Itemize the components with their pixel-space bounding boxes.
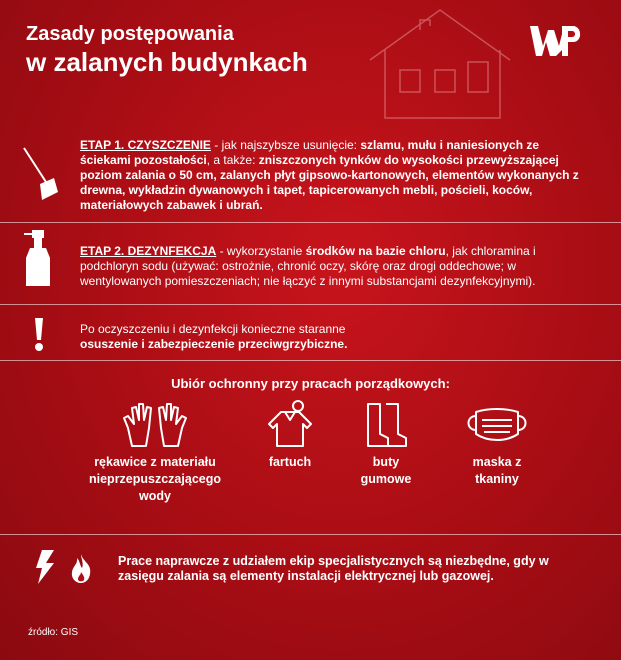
gear-heading: Ubiór ochronny przy pracach porządkowych:	[171, 376, 450, 391]
divider	[0, 222, 621, 223]
gear-item-apron	[250, 400, 330, 471]
wp-logo-icon	[528, 22, 584, 60]
warning-text: Prace naprawcze z udziałem ekip specjalistycznych są niezbędne, gdy w zasięgu zalania są elementy instalacji elektrycznej lub gazowej.	[118, 554, 549, 583]
gear-label: maska z tkaniny	[472, 455, 522, 486]
title-line-1: Zasady postępowania	[26, 23, 234, 45]
step1-text: ETAP 1. CZYSZCZENIE - jak najszybsze usunięcie: szlamu, mułu i naniesionych ze ściekami pozostałości, a także: zniszczonych tynków do wysokości przewyższającej poziom zalania o 50 cm, zalanych płyt gipsowo-kartonowych, elementów wykonanych z drewna, wykładzin dywanowych i tapet, tapicerowanych mebli, pościeli, koców, materiałowych zabawek i ubrań.	[80, 138, 579, 212]
title-line-2: w zalanych budynkach	[26, 47, 308, 77]
gloves-icon	[120, 400, 190, 448]
house-illustration	[360, 0, 520, 120]
mask-icon	[462, 400, 532, 448]
step2-label: ETAP 2. DEZYNFEKCJA	[80, 244, 217, 258]
lightning-icon	[34, 550, 56, 584]
boots-icon	[364, 400, 408, 448]
flame-icon	[68, 552, 94, 584]
divider	[0, 304, 621, 305]
note-text: Po oczyszczeniu i dezynfekcji konieczne staranne osuszenie i zabezpieczenie przeciwgrzybiczne.	[80, 322, 348, 351]
apron-icon	[265, 400, 315, 448]
broom-icon	[20, 144, 60, 204]
gear-item-gloves	[80, 400, 230, 505]
spray-bottle-icon	[22, 228, 52, 290]
divider	[0, 534, 621, 535]
page-title	[26, 22, 308, 78]
gear-label: fartuch	[268, 455, 312, 469]
gear-item-mask	[450, 400, 544, 488]
step1-label: ETAP 1. CZYSZCZENIE	[80, 138, 211, 152]
exclamation-icon	[32, 316, 46, 352]
gear-item-boots	[346, 400, 426, 488]
gear-label: buty gumowe	[360, 455, 412, 486]
divider	[0, 360, 621, 361]
gear-label: rękawice z materiału nieprzepuszczającego wody	[89, 455, 221, 503]
step2-text: ETAP 2. DEZYNFEKCJA - wykorzystanie środków na bazie chloru, jak chloramina i podchloryn sodu (używać: ostrożnie, chronić oczy, skórę oraz drogi oddechowe; w wentylowanych pomieszczeniach; nie łączyć z innymi substancjami dezynfekcyjnymi).	[80, 244, 536, 288]
source-note: źródło: GIS	[28, 627, 79, 638]
